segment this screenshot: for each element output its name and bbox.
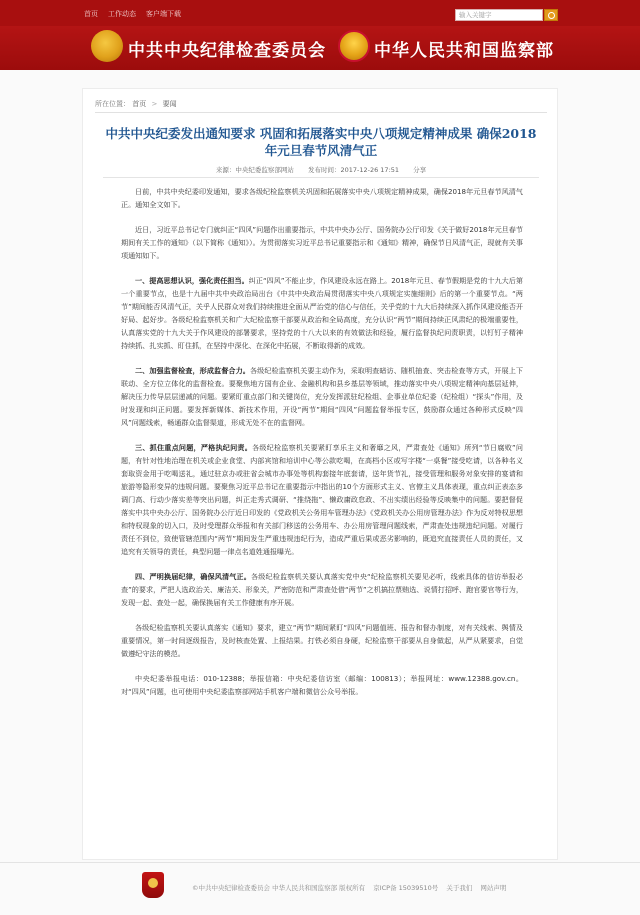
nav-client-download-link[interactable]: 客户端下载 <box>146 10 181 18</box>
breadcrumb-prefix: 所在位置： <box>95 100 130 108</box>
section-paragraph <box>121 441 523 558</box>
contact-paragraph: 中央纪委举报电话：010-12388；举报信箱：中央纪委信访室（邮编：100813）；举报网址：www.12388.gov.cn。对“四风”问题，也可使用中央纪委监察部网站手机客户端和微信公众号举报。 <box>121 674 523 696</box>
breadcrumb <box>95 99 177 109</box>
section-heading: 一、提高思想认识，强化责任担当。 <box>135 276 249 285</box>
footer-icp: 京ICP备 15039510号 <box>373 884 439 892</box>
top-nav <box>84 9 181 19</box>
section-paragraph <box>121 274 523 352</box>
section-paragraph <box>121 364 523 429</box>
nav-work-news-link[interactable]: 工作动态 <box>108 10 136 18</box>
footer <box>192 883 512 892</box>
section-paragraph <box>121 570 523 609</box>
footer-divider <box>0 862 640 863</box>
breadcrumb-home-link[interactable]: 首页 <box>132 100 147 108</box>
section-heading: 四、严明换届纪律，确保风清气正。 <box>135 572 252 581</box>
paragraph: 日前，中共中央纪委印发通知，要求各级纪检监察机关巩固和拓展落实中央八项规定精神成果，确保2018年元旦春节风清气正。通知全文如下。 <box>121 187 523 209</box>
article-source: 来源：中央纪委监察部网站 <box>215 166 294 174</box>
site-banner <box>0 26 640 70</box>
article-title: 中共中央纪委发出通知要求 巩固和拓展落实中央八项规定精神成果 确保2018年元旦春节风清气正 <box>105 126 537 158</box>
section-text: 纠正“四风”不能止步，作风建设永远在路上。2018年元旦、春节假期是党的十九大后第一个重要节点，也是十九届中共中央政治局出台《中共中央政治局贯彻落实中央八项规定实施细则》后的第一个重要节点。“两节”期间能否风清气正，关乎人民群众对我们持续推进全面从严治党的信心与信任，关乎党的十九大后持续深入抓作风建设能否开好局、起好步。各级纪检监察机关和广大纪检监察干部要从政治和全局高度，充分认识“两节”期间持续正风肃纪的极端重要性，认真落实党的十九大关于作风建设的部署要求，坚持党的十八大以来的有效做法和经验，履行监督执纪问责职责，以钉钉子精神持续抓、扎实抓、盯住抓，在坚持中深化、在深化中拓展，不断取得新的成效。 <box>121 276 523 350</box>
section-heading: 二、加强监督检查，形成监督合力。 <box>135 366 250 375</box>
ministry-title: 中华人民共和国监察部 <box>374 41 554 61</box>
article-card <box>82 88 558 860</box>
national-emblem-icon <box>338 30 370 62</box>
footer-statement-link[interactable]: 网站声明 <box>480 884 507 892</box>
article-meta <box>83 165 559 174</box>
share-button[interactable]: 分享 <box>413 166 427 174</box>
paragraph: 近日，习近平总书记专门就纠正“四风”问题作出重要指示，中共中央办公厅、国务院办公厅印发《关于做好2018年元旦春节期间有关工作的通知》（以下简称《通知》）。为贯彻落实习近平总书记重要指示和《通知》精神，确保节日风清气正，现就有关事项通知如下。 <box>121 225 523 260</box>
top-bar <box>0 0 640 26</box>
section-text: 各级纪检监察机关要主动作为，采取明查暗访、随机抽查、突击检查等方式，开展上下联动、全方位立体化的监督检查。要聚焦地方国有企业、金融机构和县乡基层等领域，推动落实中央八项规定精神向基层延伸，解决压力传导层层递减的问题。要紧盯重点部门和关键岗位，充分发挥派驻纪检组、企事业单位纪委（纪检组）“探头”作用，及时发现和纠正问题。要发挥新媒体、新技术作用，开设“两节”期间“四风”问题监督举报专区，鼓励群众通过各种形式反映“四风”问题线索，畅通群众监督渠道，形成无处不在的监督网。 <box>121 366 524 427</box>
search-button[interactable] <box>544 9 558 21</box>
section-heading: 三、抓住重点问题，严格执纪问责。 <box>135 443 253 452</box>
nav-home-link[interactable]: 首页 <box>84 10 98 18</box>
divider <box>95 112 547 113</box>
party-emblem-icon <box>91 30 123 62</box>
footer-copyright: ©中共中央纪律检查委员会 中华人民共和国监察部 版权所有 <box>192 884 366 892</box>
breadcrumb-separator: > <box>151 100 158 108</box>
divider <box>103 177 539 178</box>
breadcrumb-current-link[interactable]: 要闻 <box>162 100 177 108</box>
article-date: 发布时间：2017-12-26 17:51 <box>307 166 400 174</box>
search-input[interactable]: 输入关键字 <box>455 9 543 21</box>
section-text: 各级纪检监察机关要紧盯享乐主义和奢靡之风，严肃查处《通知》所列“节日腐败”问题，有针对性地治理在机关或企业食堂、内部宾馆和培训中心等公款吃喝，在高档小区或写字楼“一桌餐”接受吃请，以各种名义套取资金用于吃喝送礼，通过驻京办或驻省会城市办事处等机构套接年底套请，送年货节礼，接受管理和服务对象安排的宴请和旅游等隐形变异的违规问题。要聚焦习近平总书记在重要指示中指出的10个方面形式主义、官僚主义具体表现，重点纠正表态多调门高、行动少落实差等突出问题，纠正走秀式调研、“推绕拖”、懒政庸政怠政、不出实绩出经验等反映集中的问题。要把督促落实中共中央办公厅、国务院办公厅近日印发的《党政机关公务用车管理办法》《党政机关办公用房管理办法》作为反对特权思想和特权现象的切入口，及时受理群众举报和有关部门移送的公务用车、办公用房管理问题线索，严肃查处违规违纪问题。对履行责任不到位，致使管辖范围内“两节”期间发生严重违规违纪行为，造成严重后果或恶劣影响的，既追究直接责任人员的责任，又追究有关领导的责任，典型问题一律点名道姓通报曝光。 <box>121 443 523 556</box>
cpc-ccdi-title: 中共中央纪律检查委员会 <box>128 41 326 61</box>
footer-about-link[interactable]: 关于我们 <box>446 884 473 892</box>
footer-logo-icon <box>142 872 164 898</box>
article-body <box>121 185 523 699</box>
section-text: 各级纪检监察机关要认真落实党中央“纪检监察机关要见必听，线索具体的信访举报必查”的要求，严把人选政治关、廉洁关、形象关，严密防范和严肃查处借“两节”之机搞拉票贿选、说情打招呼、跑官要官等行为，发现一起、查处一起，确保换届有关工作健康有序开展。 <box>121 572 523 607</box>
closing-paragraph: 各级纪检监察机关要认真落实《通知》要求，建立“两节”期间紧盯“四风”问题值班、报告和督办制度，对有关线索、舆情及重要情况，第一时间逐级报告，及时核查处置、上报结果。打铁必须自身硬，纪检监察干部要从自身做起，从严从紧要求，自觉做遵纪守法的模范。 <box>121 623 523 658</box>
